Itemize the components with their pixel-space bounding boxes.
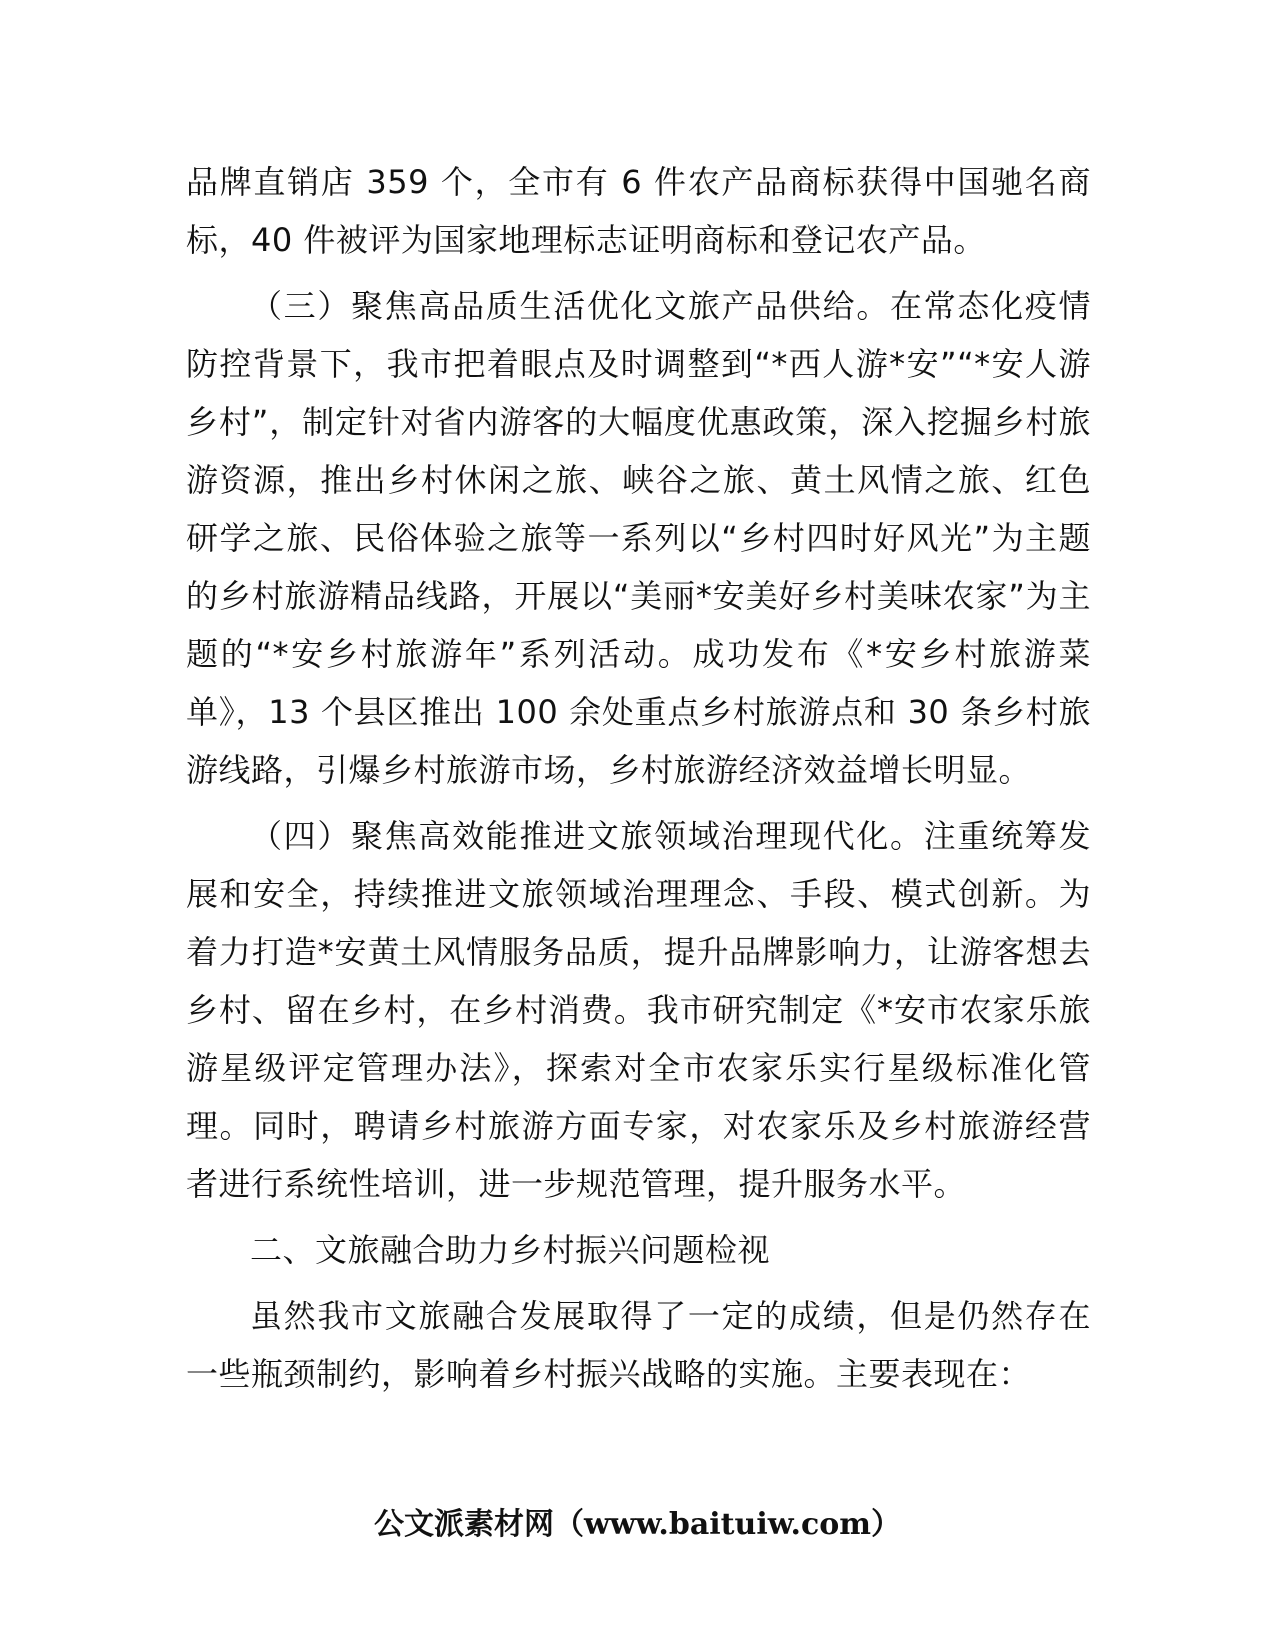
footer-watermark: 公文派素材网（www.baituiw.com） xyxy=(373,1507,902,1542)
document-body xyxy=(186,153,1091,1411)
section-heading-two: 二、文旅融合助力乡村振兴问题检视 xyxy=(250,1231,771,1269)
paragraph-continuation: 品牌直销店 359 个，全市有 6 件农产品商标获得中国驰名商标，40 件被评为国家地理标志证明商标和登记农产品。 xyxy=(186,163,1091,259)
paragraph-problems-intro: 虽然我市文旅融合发展取得了一定的成绩，但是仍然存在一些瓶颈制约，影响着乡村振兴战略的实施。主要表现在： xyxy=(186,1297,1091,1393)
paragraph-section-four: （四）聚焦高效能推进文旅领域治理现代化。注重统筹发展和安全，持续推进文旅领域治理理念、手段、模式创新。为着力打造*安黄土风情服务品质，提升品牌影响力，让游客想去乡村、留在乡村，在乡村消费。我市研究制定《*安市农家乐旅游星级评定管理办法》，探索对全市农家乐实行星级标准化管理。同时，聘请乡村旅游方面专家，对农家乐及乡村旅游经营者进行系统性培训，进一步规范管理，提升服务水平。 xyxy=(186,817,1091,1203)
paragraph-section-three: （三）聚焦高品质生活优化文旅产品供给。在常态化疫情防控背景下，我市把着眼点及时调整到“*西人游*安”“*安人游乡村”，制定针对省内游客的大幅度优惠政策，深入挖掘乡村旅游资源，推出乡村休闲之旅、峡谷之旅、黄土风情之旅、红色研学之旅、民俗体验之旅等一系列以“乡村四时好风光”为主题的乡村旅游精品线路，开展以“美丽*安美好乡村美味农家”为主题的“*安乡村旅游年”系列活动。成功发布《*安乡村旅游菜单》，13 个县区推出 100 余处重点乡村旅游点和 30 条乡村旅游线路，引爆乡村旅游市场，乡村旅游经济效益增长明显。 xyxy=(186,287,1091,789)
